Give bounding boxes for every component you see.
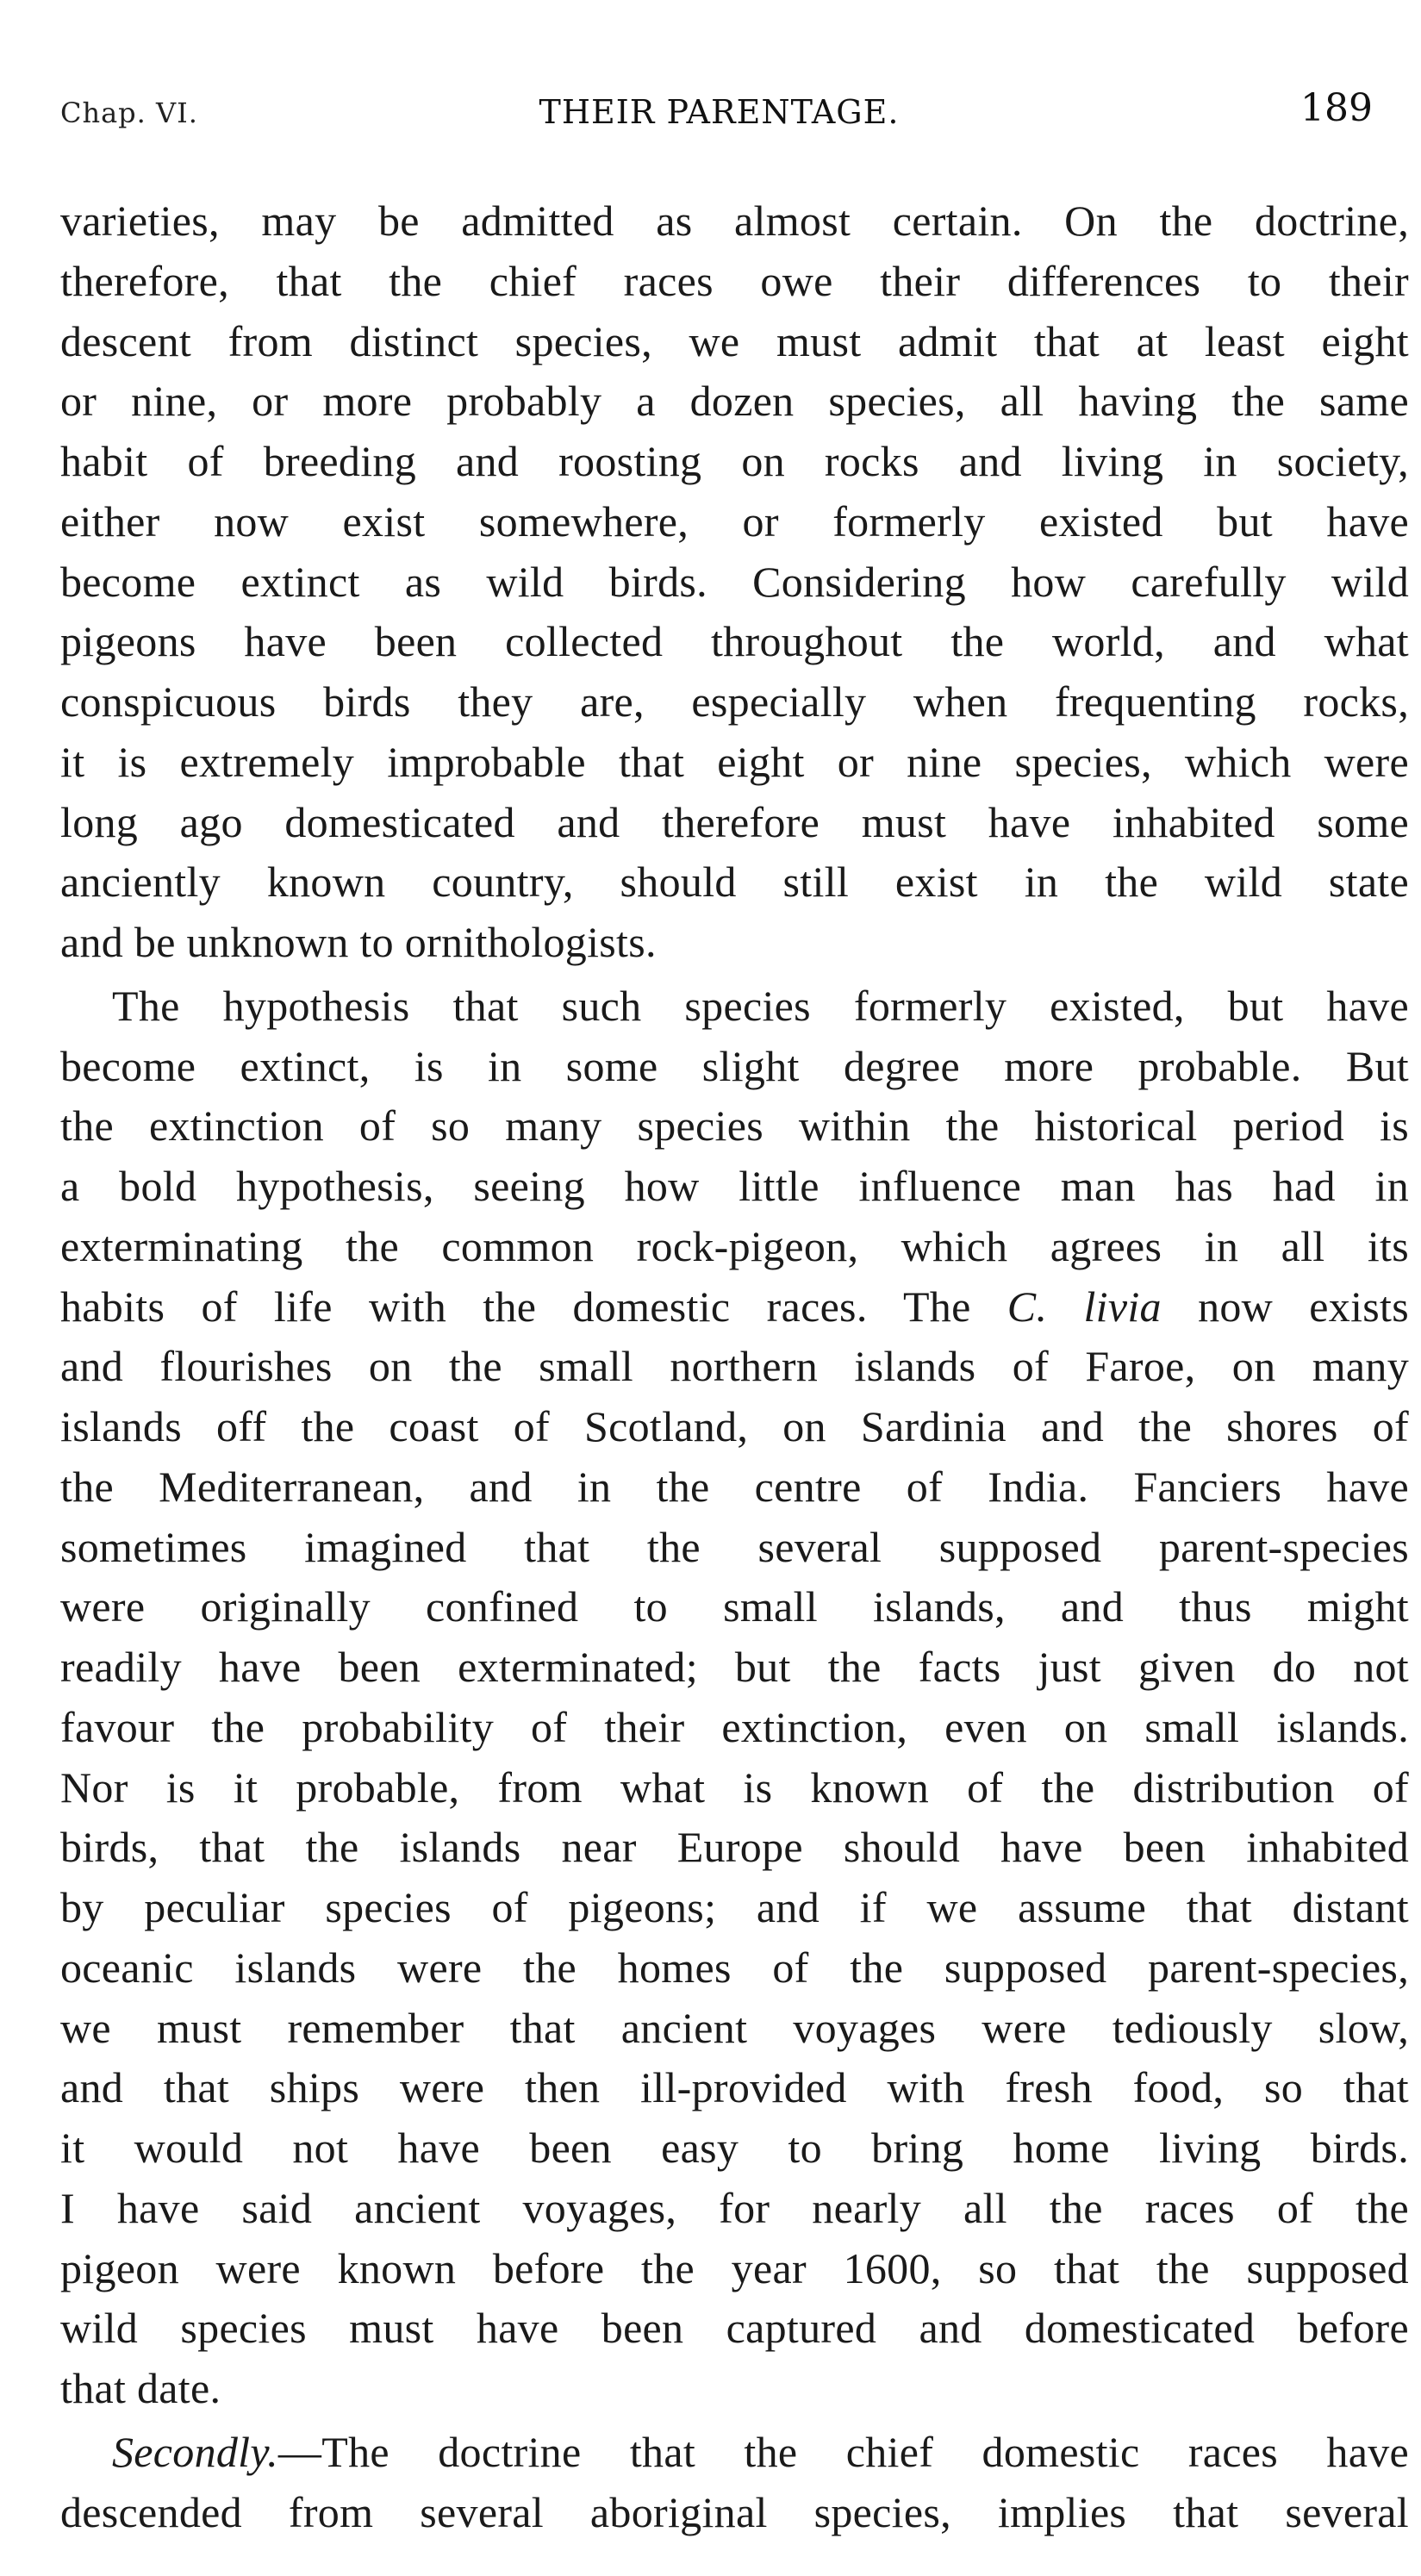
text-segment: now exists xyxy=(1161,1282,1409,1331)
text-line: I have said ancient voyages, for nearly all the races of the xyxy=(60,2183,1409,2232)
text-line: the Mediterranean, and in the centre of India. Fanciers have xyxy=(60,1462,1409,1511)
text-line: pigeon were known before the year 1600, so that the supposed xyxy=(60,2243,1409,2292)
text-line: it would not have been easy to bring home living birds. xyxy=(60,2124,1409,2172)
italic-lead: Secondly. xyxy=(112,2427,278,2476)
text-line: anciently known country, should still exist in the wild state xyxy=(60,858,1409,907)
text-line: either now exist somewhere, or formerly existed but have xyxy=(60,496,1409,546)
page-number: 189 xyxy=(1300,86,1373,130)
text-line: and flourishes on the small northern islands of Faroe, on many xyxy=(60,1342,1409,1391)
text-line: conspicuous birds they are, especially when frequenting rocks, xyxy=(60,677,1409,726)
text-line: were originally confined to small islands, and thus might xyxy=(60,1582,1409,1631)
paragraph-2 xyxy=(60,976,1409,2419)
text-line: become extinct as wild birds. Considering how carefully wild xyxy=(60,557,1409,606)
text-line: a bold hypothesis, seeing how little influence man has had in xyxy=(60,1162,1409,1210)
text-line: it is extremely improbable that eight or nine species, which were xyxy=(60,737,1409,786)
text-segment: habits of life with the domestic races. The xyxy=(60,1282,1007,1331)
text-line: habit of breeding and roosting on rocks and living in society, xyxy=(60,437,1409,485)
text-line: we must remember that ancient voyages were tediously slow, xyxy=(60,2003,1409,2052)
body-text xyxy=(60,191,1409,2542)
text-line: varieties, may be admitted as almost certain. On the doctrine, xyxy=(60,196,1409,245)
text-line: or nine, or more probably a dozen species, all having the same xyxy=(60,377,1409,426)
text-line: descent from distinct species, we must admit that at least eight xyxy=(60,316,1409,365)
running-title: THEIR PARENTAGE. xyxy=(539,93,900,131)
paragraph-1 xyxy=(60,191,1409,973)
text-line xyxy=(60,2423,1409,2483)
text-line: exterminating the common rock-pigeon, which agrees in all its xyxy=(60,1221,1409,1270)
text-line: birds, that the islands near Europe should have been inhabited xyxy=(60,1823,1409,1872)
text-line: pigeons have been collected throughout the world, and what xyxy=(60,617,1409,666)
text-line: wild species must have been captured and domesticated before xyxy=(60,2304,1409,2353)
text-line: sometimes imagined that the several supposed parent-species xyxy=(60,1522,1409,1571)
text-line: the extinction of so many species within the historical period is xyxy=(60,1101,1409,1151)
paragraph-3 xyxy=(60,2423,1409,2543)
chapter-label: Chap. VI. xyxy=(60,97,198,129)
text-line: and be unknown to ornithologists. xyxy=(60,918,657,966)
text-line: islands off the coast of Scotland, on Sardinia and the shores of xyxy=(60,1402,1409,1450)
text-line: Nor is it probable, from what is known of the distribution of xyxy=(60,1762,1409,1812)
text-line: long ago domesticated and therefore must have inhabited some xyxy=(60,797,1409,846)
text-line: by peculiar species of pigeons; and if we assume that distant xyxy=(60,1883,1409,1931)
text-line: readily have been exterminated; but the facts just given do not xyxy=(60,1643,1409,1691)
text-segment: —The doctrine that the chief domestic races have xyxy=(277,2427,1409,2476)
text-line: oceanic islands were the homes of the supposed parent-species, xyxy=(60,1943,1409,1992)
text-line: that date. xyxy=(60,2364,221,2412)
text-line: descended from several aboriginal species, implies that several xyxy=(60,2487,1409,2536)
text-line: become extinct, is in some slight degree more probable. But xyxy=(60,1041,1409,1090)
running-header xyxy=(60,86,1421,138)
text-line xyxy=(60,1277,1409,1338)
text-line: The hypothesis that such species formerly existed, but have xyxy=(112,981,1409,1030)
text-line: therefore, that the chief races owe their differences to their xyxy=(60,256,1409,305)
text-line: favour the probability of their extinction, even on small islands. xyxy=(60,1702,1409,1751)
species-name: C. livia xyxy=(1007,1282,1162,1331)
text-line: and that ships were then ill-provided with fresh food, so that xyxy=(60,2063,1409,2112)
